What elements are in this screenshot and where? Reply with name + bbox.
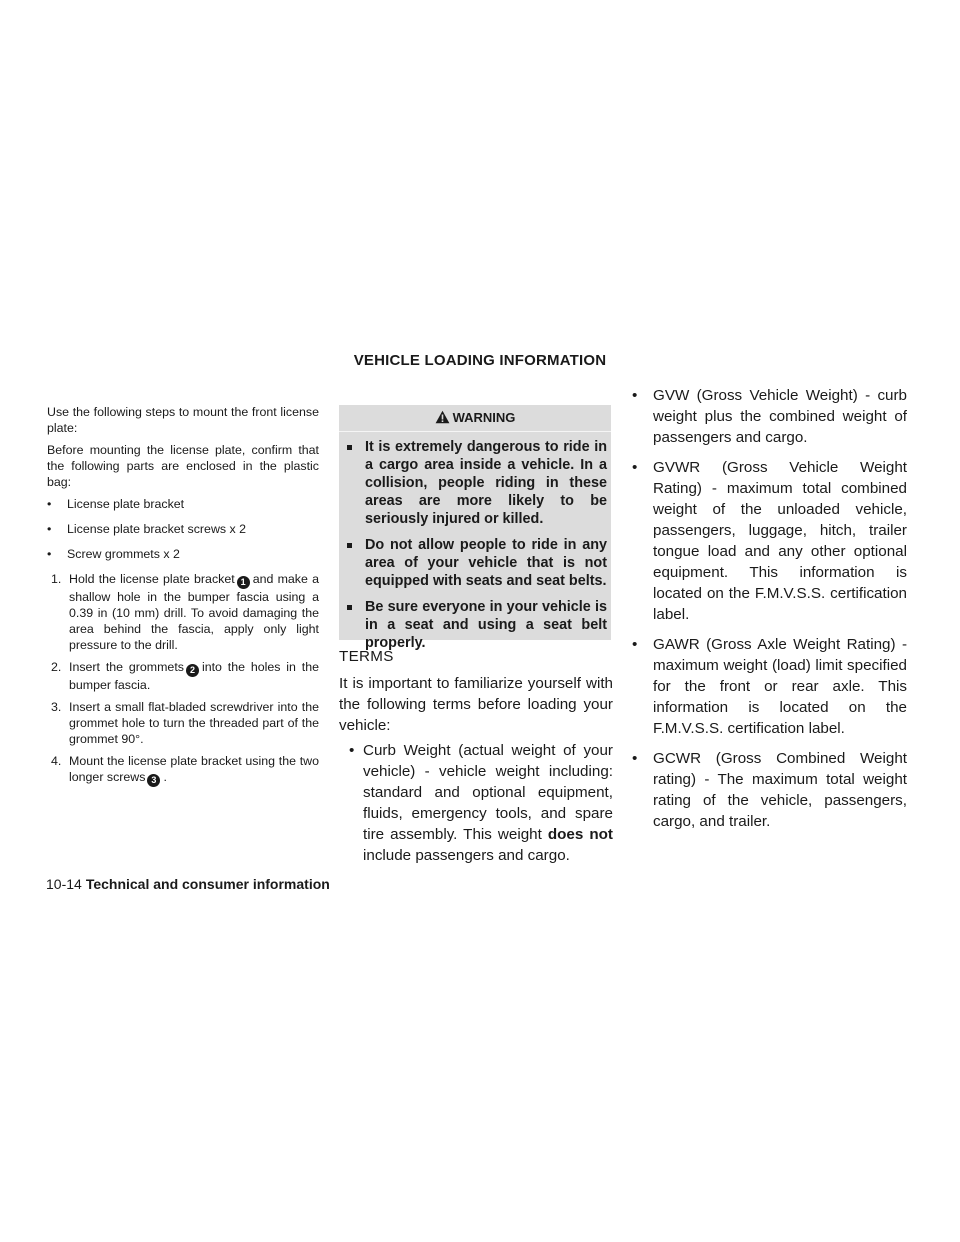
warning-item [339, 536, 607, 590]
term-text: Curb Weight (actual weight of your vehicle) - vehicle weight including: standard and optional equipment, fluids, emergency tools, and spare tire assembly. This weight [363, 742, 613, 843]
page-number: 10-14 [46, 876, 82, 892]
warning-text: It is extremely dangerous to ride in a cargo area inside a vehicle. In a collision, people riding in these areas are more likely to be seriously injured or killed. [365, 439, 607, 527]
step-item [47, 753, 319, 787]
square-bullet-icon [347, 445, 352, 450]
before-text: Before mounting the license plate, confirm that the following parts are enclosed in the plastic bag: [47, 443, 319, 489]
parts-list-item: • License plate bracket [47, 496, 319, 512]
warning-box [339, 405, 611, 651]
terms-heading: TERMS [339, 648, 394, 665]
step-item [47, 659, 319, 693]
step-text-cont: . [163, 770, 167, 784]
callout-badge: 3 [147, 774, 160, 787]
page-footer [46, 876, 330, 892]
term-item-curb-weight [339, 740, 613, 866]
terms-intro: It is important to familiarize yourself with the following terms before loading your vehicle: [339, 675, 613, 734]
square-bullet-icon [347, 543, 352, 548]
parts-list-item: • Screw grommets x 2 [47, 546, 319, 562]
term-item [629, 457, 907, 625]
step-text: Hold the license plate bracket [69, 572, 235, 586]
bullet-dot: • [632, 387, 638, 404]
step-text: Insert the grommets [69, 660, 184, 674]
warning-text: Do not allow people to ride in any area of your vehicle that is not equipped with seats and seat belts. [365, 537, 607, 589]
step-number: 2. [51, 660, 62, 674]
term-emphasis: does not [547, 826, 613, 843]
term-item [629, 634, 907, 739]
step-text-cont: into the holes in the bumper fascia. [69, 660, 319, 692]
warning-header [339, 405, 611, 432]
callout-badge: 2 [186, 664, 199, 677]
term-text-cont: include passengers and cargo. [363, 847, 570, 864]
step-text: Mount the license plate bracket using the two longer screws [69, 754, 319, 784]
section-title: VEHICLE LOADING INFORMATION [353, 352, 607, 369]
warning-list [339, 432, 611, 652]
warning-triangle-icon [435, 410, 450, 424]
square-bullet-icon [347, 605, 352, 610]
footer-title: Technical and consumer information [85, 876, 330, 892]
callout-badge: 1 [237, 576, 250, 589]
intro-text: Use the following steps to mount the front license plate: [47, 405, 319, 435]
terms-continued [629, 385, 907, 841]
bullet-dot: • [632, 750, 638, 767]
bullet-dot: • [632, 636, 638, 653]
term-text: GAWR (Gross Axle Weight Rating) - maximum weight (load) limit specified for the front or rear axle. This information is located on the F.M.V.S.S. certification label. [653, 636, 907, 737]
bullet-dot: • [349, 742, 355, 759]
warning-text: Be sure everyone in your vehicle is in a seat and using a seat belt properly. [365, 599, 607, 651]
mounting-instructions [47, 404, 319, 793]
bullet-dot: • [632, 459, 638, 476]
warning-title: WARNING [452, 410, 516, 425]
step-item [47, 699, 319, 747]
terms-section [339, 646, 613, 866]
step-number: 3. [51, 700, 62, 714]
term-item [629, 748, 907, 832]
step-number: 4. [51, 754, 62, 768]
parts-list-item: • License plate bracket screws x 2 [47, 521, 319, 537]
step-number: 1. [51, 572, 62, 586]
warning-item [339, 598, 607, 652]
term-text: GVWR (Gross Vehicle Weight Rating) - maximum total combined weight of the unloaded vehicle, passengers, luggage, hitch, trailer tongue load and any other optional equipment. This information is located on the F.M.V.S.S. certification label. [653, 459, 907, 623]
step-text: Insert a small flat-bladed screwdriver into the grommet hole to turn the threaded part of the grommet 90°. [69, 700, 319, 746]
warning-item [339, 438, 607, 528]
term-item [629, 385, 907, 448]
term-text: GVW (Gross Vehicle Weight) - curb weight plus the combined weight of passengers and cargo. [653, 387, 907, 446]
step-item [47, 571, 319, 653]
step-text-cont: and make a shallow hole in the bumper fascia using a 0.39 in (10 mm) drill. To avoid damaging the area behind the fascia, apply only light pressure to the drill. [69, 572, 319, 652]
term-text: GCWR (Gross Combined Weight rating) - The maximum total weight rating of the vehicle, passengers, cargo, and trailer. [653, 750, 907, 830]
